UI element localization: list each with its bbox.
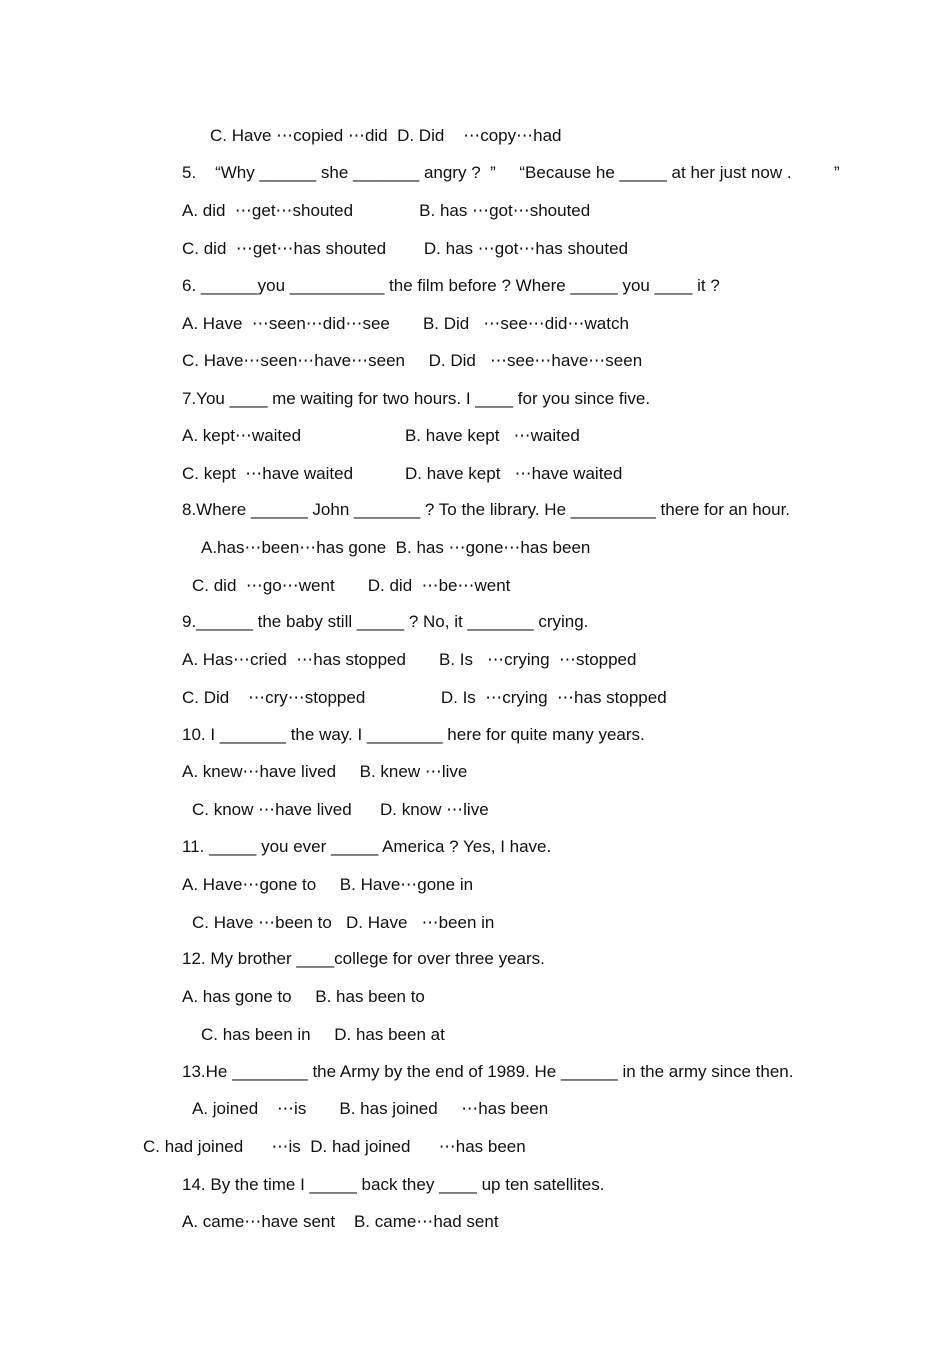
- option-line: A.has⋯been⋯has gone B. has ⋯gone⋯has been: [201, 538, 591, 557]
- question-13: 13.He ________ the Army by the end of 1989. He ______ in the army since then.: [182, 1062, 794, 1081]
- option-line: C. Have ⋯been to D. Have ⋯been in: [192, 913, 495, 932]
- option-line: C. Did ⋯cry⋯stopped D. Is ⋯crying ⋯has stopped: [182, 688, 667, 707]
- option-line: C. Have ⋯copied ⋯did D. Did ⋯copy⋯had: [210, 126, 562, 145]
- option-line: A. Have⋯gone to B. Have⋯gone in: [182, 875, 474, 894]
- option-line: C. did ⋯get⋯has shouted D. has ⋯got⋯has shouted: [182, 239, 629, 258]
- question-7: 7.You ____ me waiting for two hours. I ____ for you since five.: [182, 389, 651, 408]
- option-line: C. did ⋯go⋯went D. did ⋯be⋯went: [192, 576, 511, 595]
- option-line: A. has gone to B. has been to: [182, 987, 425, 1006]
- option-line: C. know ⋯have lived D. know ⋯live: [192, 800, 489, 819]
- option-line: A. came⋯have sent B. came⋯had sent: [182, 1212, 499, 1231]
- question-10: 10. I _______ the way. I ________ here for quite many years.: [182, 725, 645, 744]
- option-line: A. Has⋯cried ⋯has stopped B. Is ⋯crying ⋯stopped: [182, 650, 637, 669]
- option-line: A. did ⋯get⋯shouted B. has ⋯got⋯shouted: [182, 201, 591, 220]
- option-line: A. kept⋯waited B. have kept ⋯waited: [182, 426, 580, 445]
- question-5: 5. “Why ______ she _______ angry ? ” “Because he _____ at her just now . ”: [182, 163, 840, 182]
- question-11: 11. _____ you ever _____ America ? Yes, I have.: [182, 837, 552, 856]
- option-line: C. kept ⋯have waited D. have kept ⋯have waited: [182, 464, 623, 483]
- option-line: C. Have⋯seen⋯have⋯seen D. Did ⋯see⋯have⋯seen: [182, 351, 643, 370]
- option-line: C. had joined ⋯is D. had joined ⋯has been: [143, 1137, 526, 1156]
- question-9: 9.______ the baby still _____ ? No, it _______ crying.: [182, 612, 589, 631]
- option-line: A. joined ⋯is B. has joined ⋯has been: [192, 1099, 549, 1118]
- question-14: 14. By the time I _____ back they ____ up ten satellites.: [182, 1175, 605, 1194]
- option-line: A. Have ⋯seen⋯did⋯see B. Did ⋯see⋯did⋯watch: [182, 314, 629, 333]
- question-8: 8.Where ______ John _______ ? To the library. He _________ there for an hour.: [182, 500, 791, 519]
- question-12: 12. My brother ____college for over three years.: [182, 949, 545, 968]
- option-line: A. knew⋯have lived B. knew ⋯live: [182, 762, 468, 781]
- option-line: C. has been in D. has been at: [201, 1025, 445, 1044]
- question-6: 6. ______you __________ the film before ? Where _____ you ____ it ?: [182, 276, 720, 295]
